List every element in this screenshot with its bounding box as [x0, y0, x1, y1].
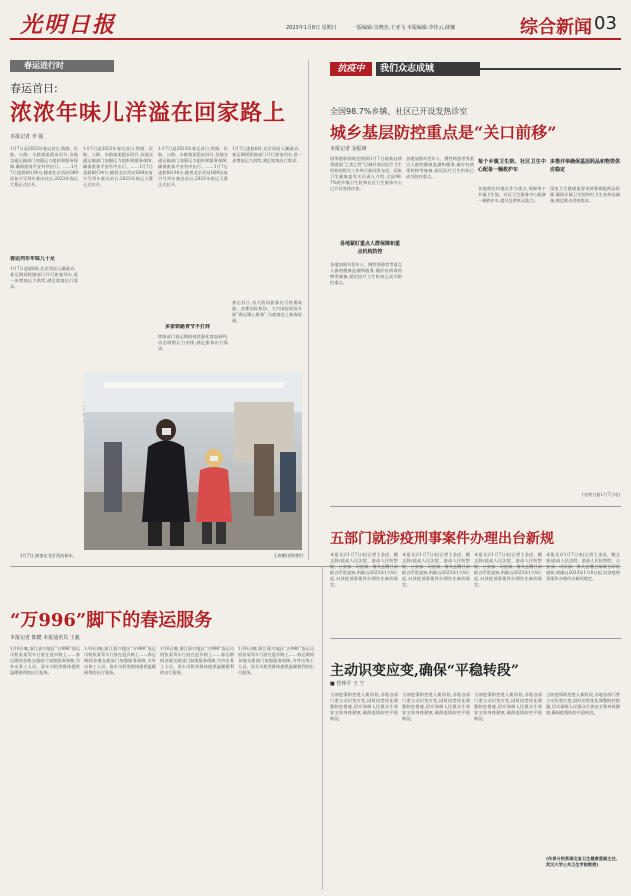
- opinion-footnote: (作者分别系湖北省卫生健康委副主任、武汉大学公共卫生学院教授): [546, 856, 620, 867]
- right-col-3: 各地将农村地区作为重点,保障每个乡镇卫生院、社区卫生服务中心配备一辆救护车,提升急救转运能力。: [478, 186, 546, 203]
- right-subhead-3: 多措并举确保基层药品和物资供应稳定: [550, 159, 620, 173]
- right-col-1b: 各地加强对老年人、慢性病患者等重点人群的健康监测和服务,做好抗病毒药物等储备,基层医疗卫生机构已成为防控重点。: [330, 262, 402, 285]
- opinion-col-3: 当前疫情防控进入新阶段,各地各部门要主动识变应变,因时因势优化调整防控措施,切实保障人民群众生命安全和身体健康,确保疫情防控平稳转段。: [474, 692, 542, 721]
- byline-left: 本报记者 李 强: [10, 134, 44, 140]
- banner-badge: 抗疫中: [330, 62, 372, 76]
- right-subhead-2: 每个乡镇卫生院、社区卫生中心配备一辆救护车: [478, 159, 546, 173]
- headline-bottomleft: “万996”脚下的春运服务: [10, 610, 213, 631]
- newspaper-logo: 光明日报: [20, 12, 117, 38]
- left-col-2: 1月7日是2023年春运首日,铁路、民航、公路、水路客流稳步回升,各地交通运输部门加强运力组织和服务保障,确保旅客平安有序出行。……1月7日凌晨6时34分,随着北京西站G89次复兴号列车驶出站台,2023年春运大幕正式拉开。: [83, 146, 153, 187]
- banner: [330, 62, 621, 76]
- editors-line: 一版编辑:吴晓杰,王亚飞 本版编辑:李佳云,薛娜: [352, 25, 456, 31]
- right-col-1: 国务院联防联控机制1月7日就新冠病毒感染“乙类乙管”后城乡基层医疗卫生机构的相关工作举行新闻发布会。国家卫生健康委有关负责人介绍,全国98.7%的乡镇卫生院和社区卫生服务中心已开设发热诊室。: [330, 156, 402, 191]
- headline-right: 城乡基层防控重点是“关口前移”: [330, 123, 557, 142]
- byline-opinion: ■ 管仲平 王 宁: [330, 681, 365, 687]
- midright-col-2: 本报北京1月7日电(记者王金虎、鲍文娟)最高人民法院、最高人民检察院、公安部、司法部、海关总署日前联合印发通知,明确自2023年1月8日起,对涉疫刑事案件办理作出新的规定。: [402, 552, 470, 587]
- photo-caption: 1月7日,旅客在北京西站候车。: [20, 553, 77, 558]
- byline-right: 本报记者 金振娅: [330, 146, 367, 152]
- bottomleft-col-3: 1月6日晚,浙江嘉兴地区“万996”货运司机张某驾车行驶在返乡路上……春运期间各地交通部门加强服务保障,为外出务工人员、货车司机等群体提供温暖便利的出行服务。: [160, 646, 234, 675]
- banner-title: 我们众志成城: [376, 62, 480, 76]
- divider-vertical-1: [308, 60, 309, 560]
- headline-opinion: 主动识变应变,确保“平稳转段”: [330, 663, 519, 679]
- masthead-rule: [10, 38, 621, 40]
- right-col-4: 国家卫生健康委要求统筹调配药品资源,确保乡镇卫生院和村卫生室药品储备,满足群众用药需求。: [550, 186, 620, 203]
- right-subtitle: 全国98.7%乡镇、社区已开设发热诊室: [330, 107, 468, 116]
- kicker: 春运首日:: [10, 82, 58, 95]
- left-col-3b: 铁路部门春运期间持续强化客流研判,动态调整运力安排,满足旅客出行需求。: [158, 334, 228, 351]
- banner-rule: [480, 68, 621, 70]
- byline-bottomleft: 本报记者 陈健 本报通讯员 王毅: [10, 635, 80, 641]
- left-col-3: 1月7日是2023年春运首日,铁路、民航、公路、水路客流稳步回升,各地交通运输部门加强运力组织和服务保障,确保旅客平安有序出行。……1月7日凌晨6时34分,随着北京西站G89次复兴号列车驶出站台,2023年春运大幕正式拉开。: [158, 146, 228, 187]
- bottomleft-col-2: 1月6日晚,浙江嘉兴地区“万996”货运司机张某驾车行驶在返乡路上……春运期间各地交通部门加强服务保障,为外出务工人员、货车司机等群体提供温暖便利的出行服务。: [84, 646, 156, 675]
- right-subhead-1: 各地紧盯重点人群保障和重点机构防控: [339, 241, 400, 255]
- column-tag-text: 春运进行时: [24, 61, 64, 70]
- bottomleft-col-1: 1月6日晚,浙江嘉兴地区“万996”货运司机张某驾车行驶在返乡路上……春运期间各地交通部门加强服务保障,为外出务工人员、货车司机等群体提供温暖便利的出行服务。: [10, 646, 80, 675]
- opinion-col-2: 当前疫情防控进入新阶段,各地各部门要主动识变应变,因时因势优化调整防控措施,切实保障人民群众生命安全和身体健康,确保疫情防控平稳转段。: [402, 692, 470, 721]
- opinion-col-1: 当前疫情防控进入新阶段,各地各部门要主动识变应变,因时因势优化调整防控措施,切实保障人民群众生命安全和身体健康,确保疫情防控平稳转段。: [330, 692, 398, 721]
- photo-credit: 王欢摄/光明图片: [273, 553, 304, 558]
- divider-vertical-2: [322, 566, 323, 890]
- midright-col-4: 本报北京1月7日电(记者王金虎、鲍文娟)最高人民法院、最高人民检察院、公安部、司法部、海关总署日前联合印发通知,明确自2023年1月8日起,对涉疫刑事案件办理作出新的规定。: [546, 552, 620, 581]
- subhead-3: 多家铁路青节不打烊: [165, 324, 211, 330]
- headline-left: 浓浓年味儿洋溢在回家路上: [10, 100, 287, 126]
- left-col-1b: 1月7日凌晨6时,北京西站人潮涌动。春运期间铁路部门开行旅客列车,进一步增加运力供给,满足旅客出行需求。: [10, 266, 78, 289]
- left-col-1: 1月7日是2023年春运首日,铁路、民航、公路、水路客流稳步回升,各地交通运输部门加强运力组织和服务保障,确保旅客平安有序出行。……1月7日凌晨6时34分,随着北京西站G89次复兴号列车驶出站台,2023年春运大幕正式拉开。: [10, 146, 78, 187]
- section-title: 综合新闻: [520, 17, 592, 38]
- bottomleft-col-4: 1月6日晚,浙江嘉兴地区“万996”货运司机张某驾车行驶在返乡路上……春运期间各地交通部门加强服务保障,为外出务工人员、货车司机等群体提供温暖便利的出行服务。: [238, 646, 314, 675]
- photo-scene: [84, 372, 302, 550]
- midright-col-1: 本报北京1月7日电(记者王金虎、鲍文娟)最高人民法院、最高人民检察院、公安部、司法部、海关总署日前联合印发通知,明确自2023年1月8日起,对涉疫刑事案件办理作出新的规定。: [330, 552, 398, 587]
- left-col-4b: 春运首日,各大机场旅客出行热情高涨。首都国际机场、大兴国际机场开展“春运暖心服务”,为旅客送上新春祝福。: [232, 300, 302, 323]
- opinion-col-4: 当前疫情防控进入新阶段,各地各部门要主动识变应变,因时因势优化调整防控措施,切实保障人民群众生命安全和身体健康,确保疫情防控平稳转段。: [546, 692, 620, 715]
- news-photo: [84, 372, 302, 550]
- date-line: 2023年1月8日 星期日: [286, 25, 337, 31]
- source-note: (光明日报1月7日电): [582, 492, 620, 497]
- subhead-1: 春运列车年味儿十足: [10, 256, 56, 262]
- right-col-2: 各地加强对老年人、慢性病患者等重点人群的健康监测和服务,做好抗病毒药物等储备,基层医疗卫生机构已成为防控重点。: [406, 156, 474, 179]
- headline-midright: 五部门就涉疫刑事案件办理出台新规: [330, 531, 554, 547]
- left-col-4: 1月7日凌晨6时,北京西站人潮涌动。春运期间铁路部门开行旅客列车,进一步增加运力供给,满足旅客出行需求。: [232, 146, 302, 163]
- divider-horizontal-3: [330, 638, 621, 639]
- column-tag: [10, 60, 114, 72]
- midright-col-3: 本报北京1月7日电(记者王金虎、鲍文娟)最高人民法院、最高人民检察院、公安部、司法部、海关总署日前联合印发通知,明确自2023年1月8日起,对涉疫刑事案件办理作出新的规定。: [474, 552, 542, 587]
- divider-horizontal-2: [330, 506, 621, 507]
- page-number: 03: [594, 13, 617, 34]
